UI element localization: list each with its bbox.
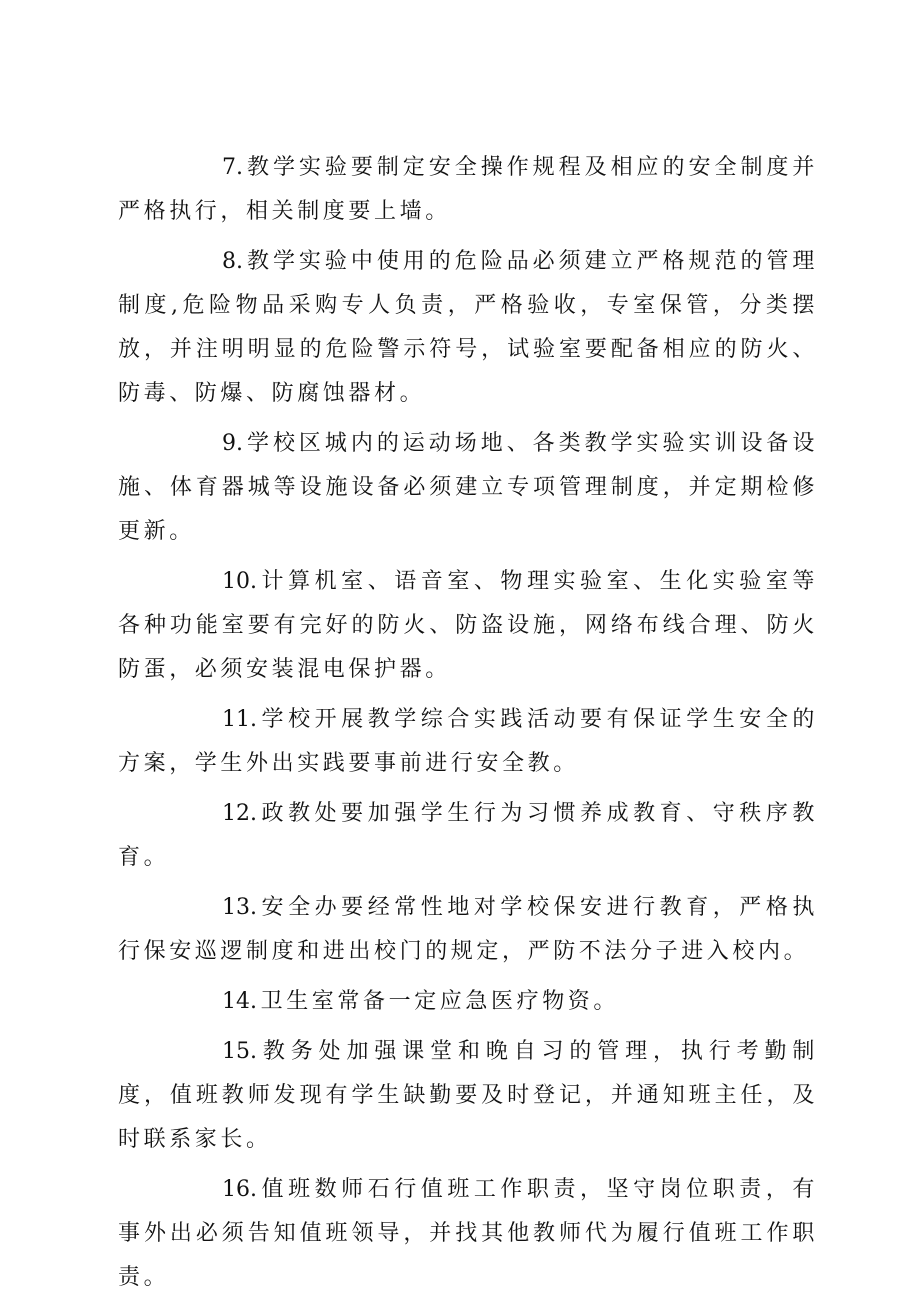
paragraph-item-12 (118, 792, 818, 880)
item-text: .安全办要经常性地对学校保安进行教育，严格执行保安巡逻制度和进出校门的规定，严防不法分子进入校内。 (118, 895, 818, 964)
paragraph-item-11 (118, 698, 818, 786)
item-text: .值班数师石行值班工作职责，坚守岗位职责，有事外出必须告知值班领导，并找其他教师代为履行值班工作职责。 (118, 1177, 818, 1290)
item-number: 16 (222, 1177, 250, 1202)
item-text: .计算机室、语音室、物理实验室、生化实验室等各种功能室要有完好的防火、防盗设施，网络布线合理、防火防蛋，必须安装混电保护器。 (118, 569, 818, 682)
paragraph-item-7 (118, 146, 818, 234)
item-text: .学校区城内的运动场地、各类教学实验实训设备设施、体育器城等设施设备必须建立专项管理制度，并定期检修更新。 (118, 431, 818, 544)
paragraph-item-9 (118, 422, 818, 554)
item-number: 15 (222, 1039, 250, 1064)
item-text: .政教处要加强学生行为习惯养成教育、守秩序教育。 (118, 801, 818, 870)
paragraph-item-8 (118, 240, 818, 416)
item-number: 11 (222, 707, 250, 732)
item-number: 13 (222, 895, 250, 920)
item-number: 8 (222, 249, 236, 274)
item-number: 7 (222, 155, 236, 180)
item-text: .教学实验中使用的危险品必须建立严格规范的管理制度,危险物品采购专人负责，严格验收，专室保管，分类摆放，并注明明显的危险警示符号，试验室要配备相应的防火、防毒、防爆、防腐蚀器材。 (118, 249, 818, 406)
paragraph-item-13 (118, 886, 818, 974)
item-text: .教务处加强课堂和晚自习的管理，执行考勤制度，值班教师发现有学生缺勤要及时登记，并通知班主任，及时联系家长。 (118, 1039, 818, 1152)
item-number: 12 (222, 801, 250, 826)
item-number: 14 (222, 989, 250, 1014)
item-text: .学校开展教学综合实践活动要有保证学生安全的方案，学生外出实践要事前进行安全教。 (118, 707, 818, 776)
paragraph-item-10 (118, 560, 818, 692)
item-text: .卫生室常备一定应急医疗物资。 (250, 989, 619, 1014)
paragraph-item-14 (118, 980, 818, 1024)
item-number: 9 (222, 431, 236, 456)
paragraph-item-15 (118, 1030, 818, 1162)
item-number: 10 (222, 569, 250, 594)
paragraph-item-16 (118, 1168, 818, 1300)
item-text: .教学实验要制定安全操作规程及相应的安全制度并严格执行，相关制度要上墙。 (118, 155, 818, 224)
document-body (118, 146, 818, 1306)
